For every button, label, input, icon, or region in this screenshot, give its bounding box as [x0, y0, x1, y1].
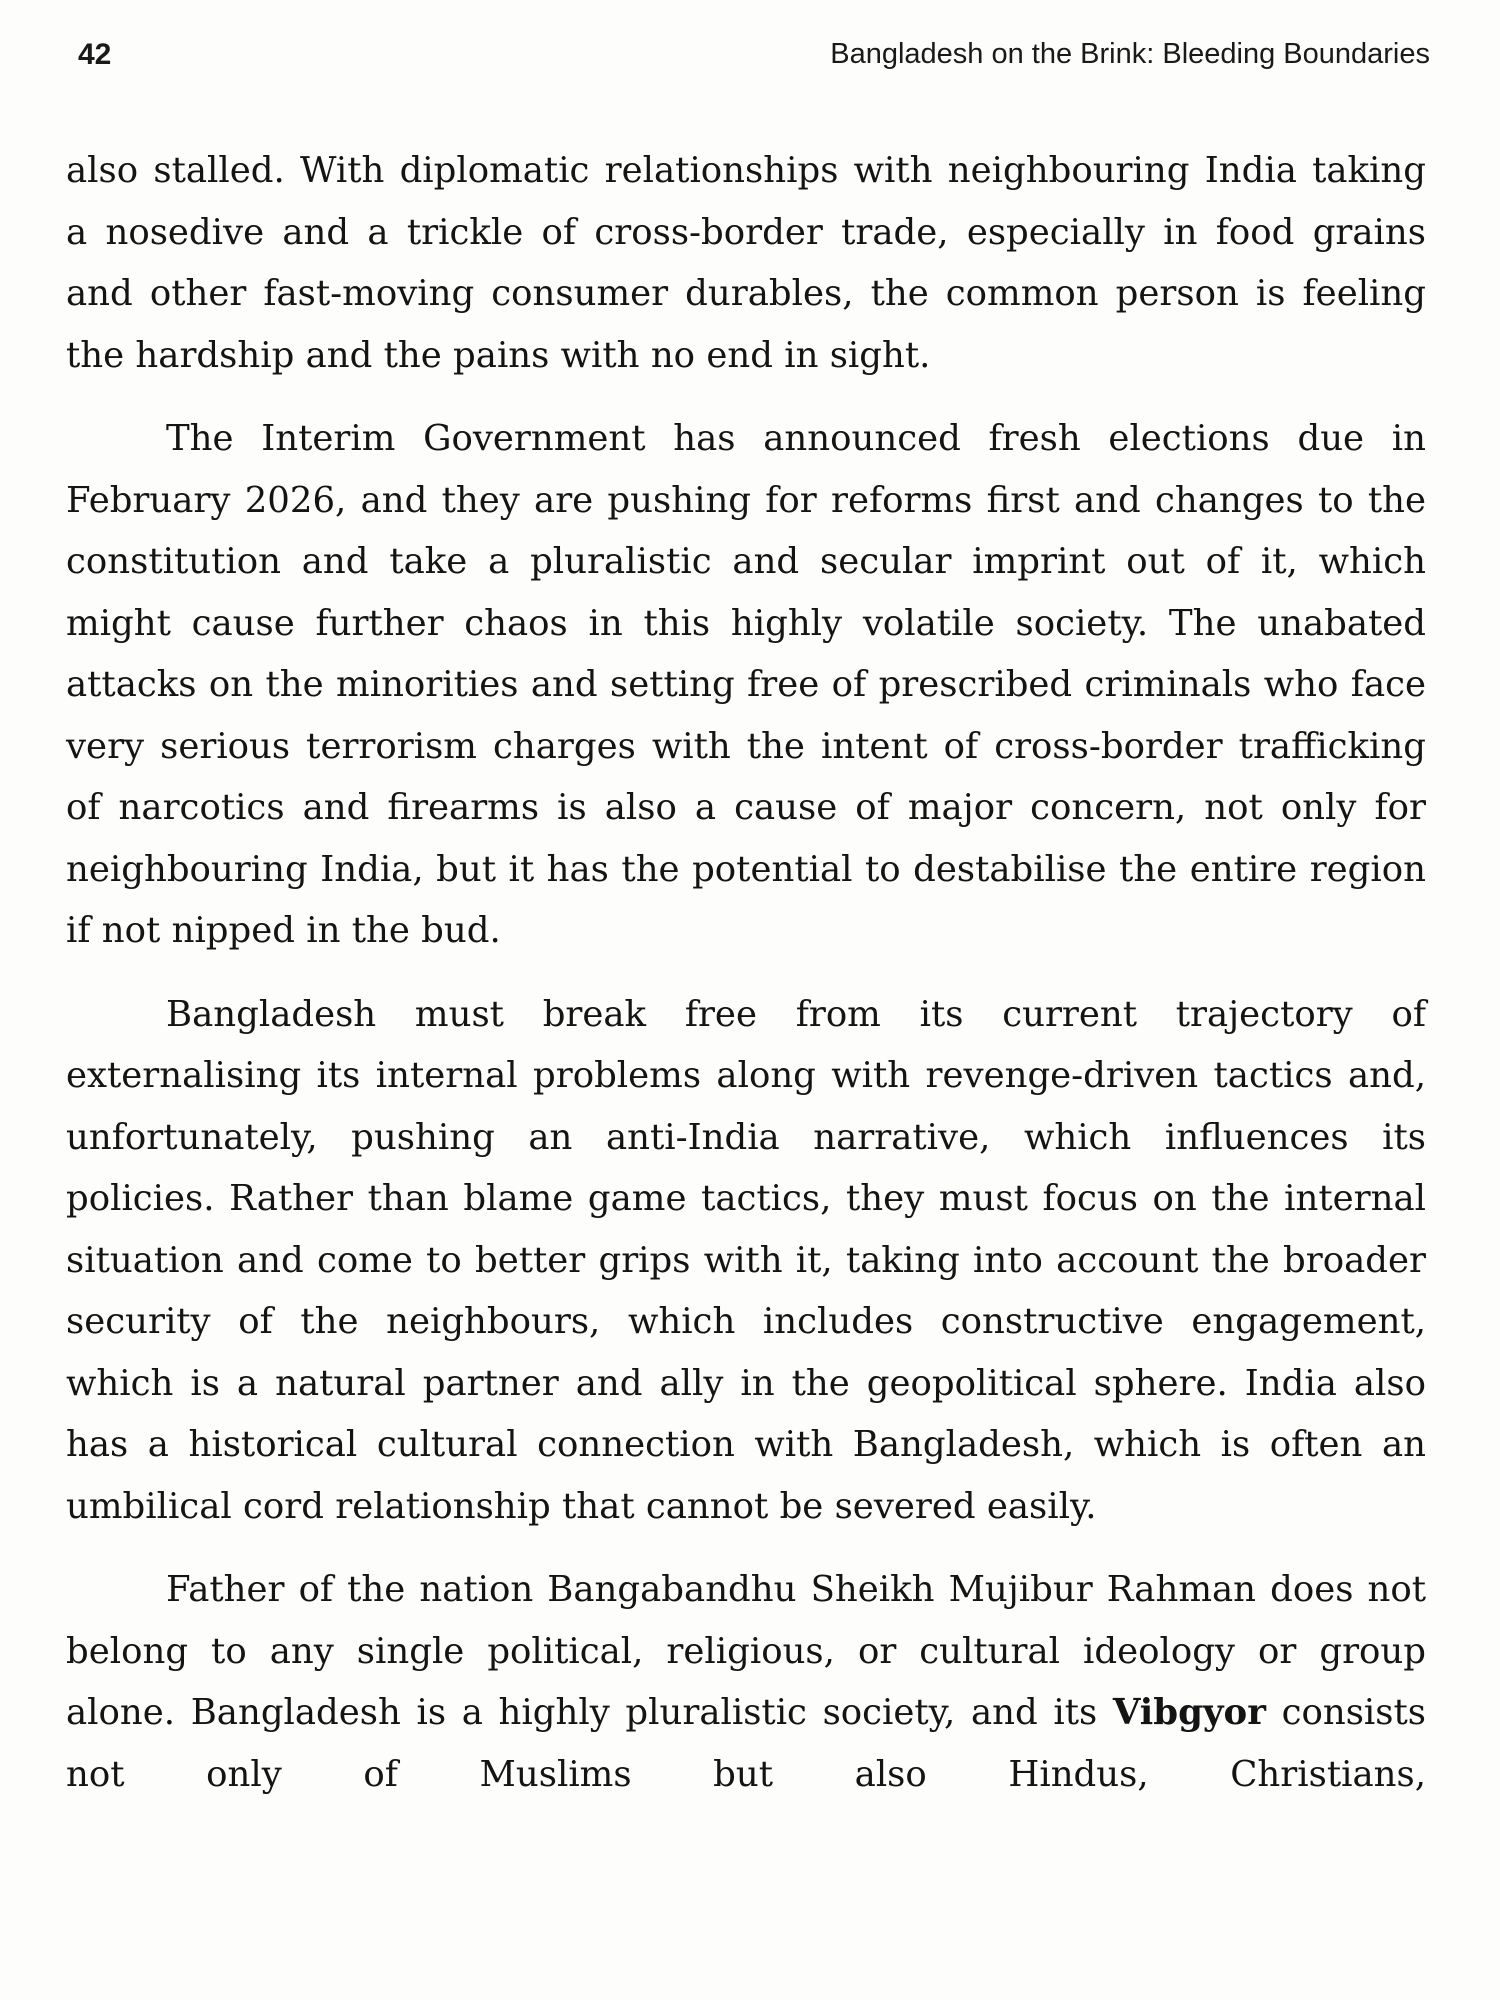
- paragraph-2: The Interim Government has announced fresh elections due in February 2026, and they are pushing for reforms first and changes to the constitution and take a pluralistic and secular imprint out of it, which might cause further chaos in this highly volatile society. The unabated attacks on the minorities and setting free of prescribed criminals who face very serious terrorism charges with the intent of cross-border trafficking of narcotics and firearms is also a cause of major concern, not only for neighbouring India, but it has the potential to destabilise the entire region if not nipped in the bud.: [66, 418, 1426, 951]
- page-number: 42: [78, 38, 112, 71]
- body-text: [66, 140, 1426, 1827]
- page-header: [78, 38, 1430, 78]
- paragraph-4-text-after: consists not only of Muslims but also Hindus, Christians,: [66, 1692, 1426, 1795]
- running-title: Bangladesh on the Brink: Bleeding Boundaries: [830, 38, 1430, 70]
- paragraph-3: Bangladesh must break free from its current trajectory of externalising its internal problems along with revenge-driven tactics and, unfortunately, pushing an anti-India narrative, which influences its policies. Rather than blame game tactics, they must focus on the internal situation and come to better grips with it, taking into account the broader security of the neighbours, which includes constructive engagement, which is a natural partner and ally in the geopolitical sphere. India also has a historical cultural connection with Bangladesh, which is often an umbilical cord relationship that cannot be severed easily.: [66, 993, 1426, 1527]
- bold-term-vibgyor: Vibgyor: [1112, 1692, 1266, 1733]
- paragraph-4-text-before: Father of the nation Bangabandhu Sheikh Mujibur Rahman does not belong to any single political, religious, or cultural ideology or group alone. Bangladesh is a highly pluralistic society, and its: [66, 1569, 1426, 1733]
- paragraph-4: [66, 1559, 1426, 1805]
- paragraph-1: also stalled. With diplomatic relationships with neighbouring India taking a nosedive and a trickle of cross-border trade, especially in food grains and other fast-moving consumer durables, the common person is feeling the hardship and the pains with no end in sight.: [66, 150, 1426, 376]
